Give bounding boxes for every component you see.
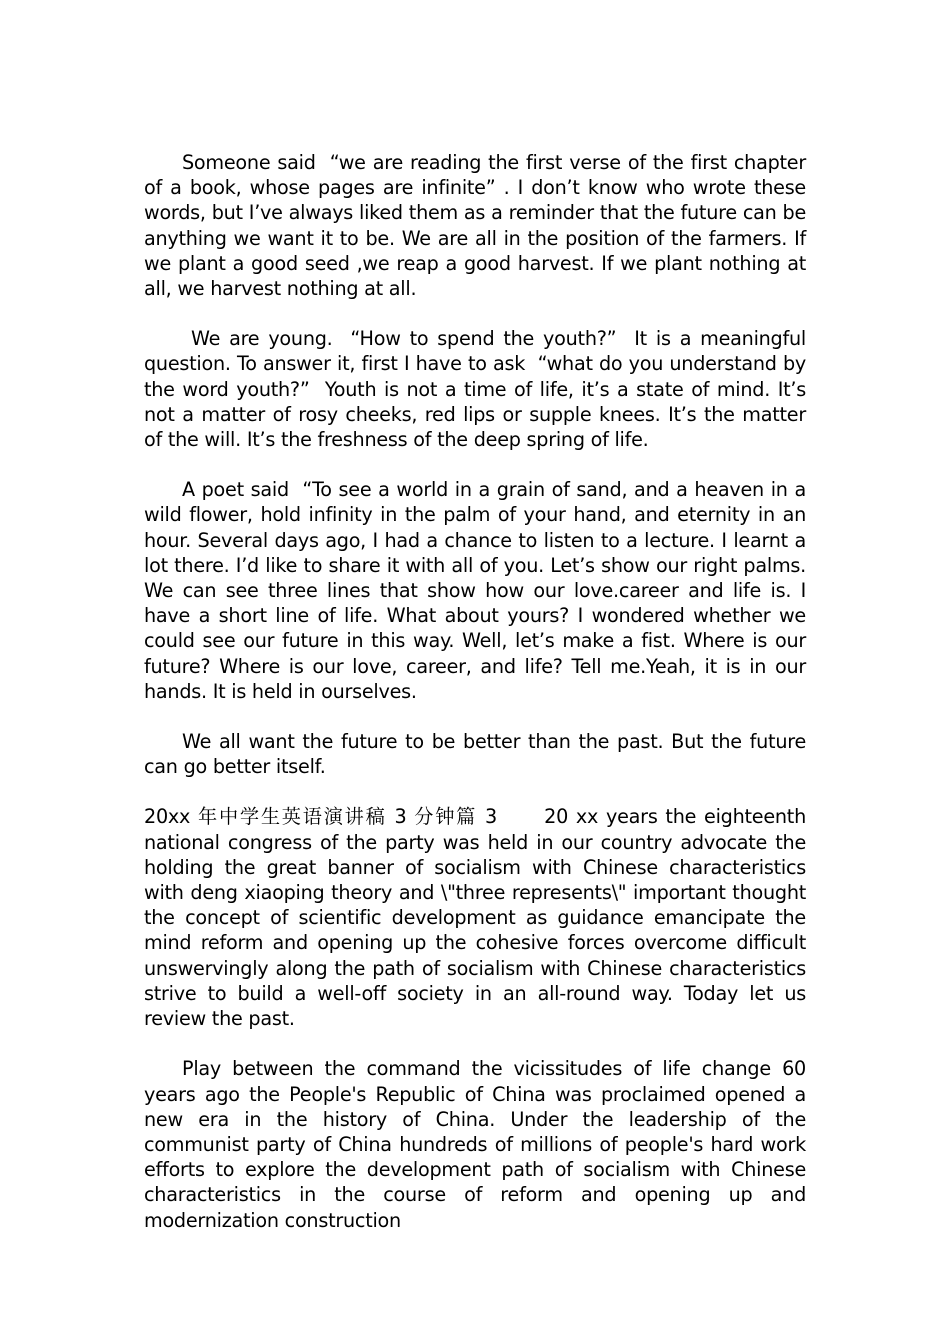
paragraph-4: We all want the future to be better than the past. But the future can go better itself. bbox=[144, 730, 812, 779]
document-page bbox=[144, 150, 812, 1233]
paragraph-3: A poet said “To see a world in a grain of sand, and a heaven in a wild flower, hold infinity in the palm of your hand, and eternity in an hour. Several days ago, I had a chance to listen to a lecture. I learnt a lot there. I’d like to share it with all of you. Let’s show our right palms. We can see three lines that show how our love.career and life is. I have a short line of life. What about yours? I wondered whether we could see our future in this way. Well, let’s make a fist. Where is our future? Where is our love, career, and life? Tell me.Yeah, it is in our hands. It is held in ourselves. bbox=[144, 478, 812, 703]
paragraph-2: We are young. “How to spend the youth?” It is a meaningful question. To answer it, first I have to ask “what do you understand by the word youth?” Youth is not a time of life, it’s a state of mind. It’s not a matter of rosy cheeks, red lips or supple knees. It’s the matter of the will. It’s the freshness of the deep spring of life. bbox=[144, 327, 812, 452]
paragraph-1: Someone said “we are reading the first verse of the first chapter of a book, whose pages are infinite” . I don’t know who wrote these words, but I’ve always liked them as a reminder that the future can be anything we want it to be. We are all in the position of the farmers. If we plant a good seed ,we reap a good harvest. If we plant nothing at all, we harvest nothing at all. bbox=[144, 151, 812, 301]
paragraph-5-section-heading: 20xx 年中学生英语演讲稿 3 分钟篇 3 20 xx years the eighteenth national congress of the party was held in our country advocate the holding the great banner of socialism with Chinese characteristics with deng xiaoping theory and \"three represents\" important thought the concept of scientific development as guidance emancipate the mind reform and opening up the cohesive forces overcome difficult unswervingly along the path of socialism with Chinese characteristics strive to build a well-off society in an all-round way. Today let us review the past. bbox=[144, 805, 812, 1031]
paragraph-6: Play between the command the vicissitudes of life change 60 years ago the People's Republic of China was proclaimed opened a new era in the history of China. Under the leadership of the communist party of China hundreds of millions of people's hard work efforts to explore the development path of socialism with Chinese characteristics in the course of reform and opening up and modernization construction bbox=[144, 1057, 812, 1232]
